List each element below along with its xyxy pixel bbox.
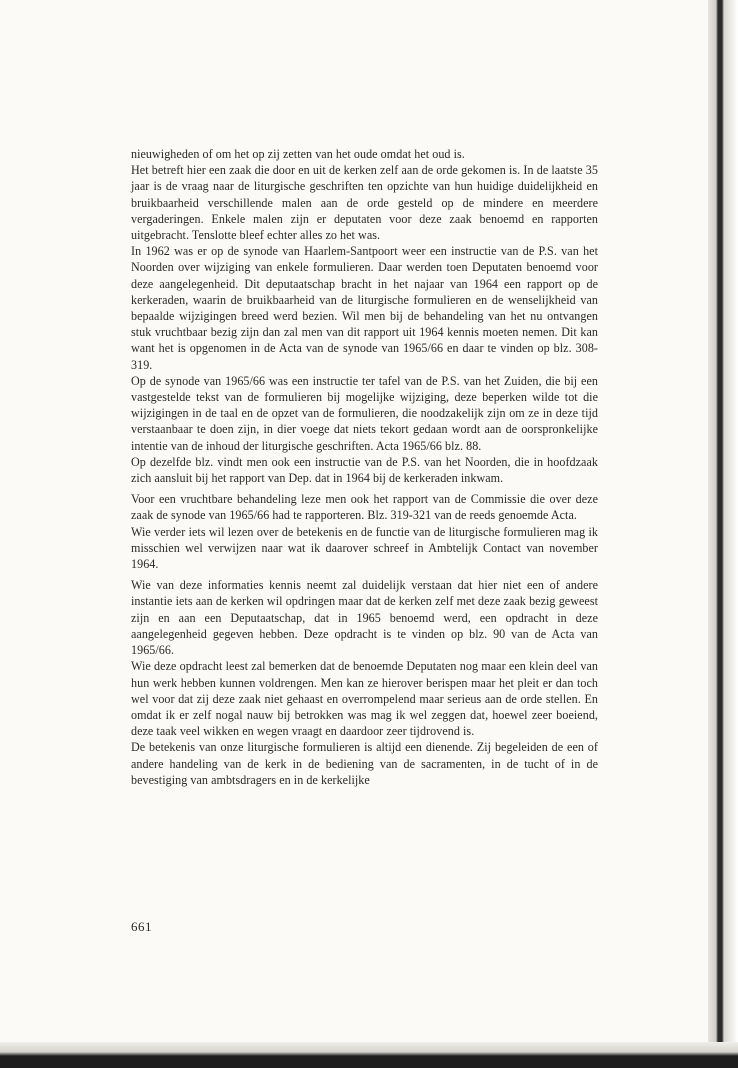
body-text <box>131 146 598 793</box>
page-edge-bottom <box>0 1042 738 1068</box>
page-edge-right <box>708 0 738 1068</box>
paragraph-3: Wie van deze informaties kennis neemt zal duidelijk verstaan dat hier niet een of andere instantie iets aan de kerken wil opdringen maar dat de kerken zelf met deze zaak bezig geweest zijn en aan een Deputaatschap, dat in 1965 benoemd werd, een opdracht in deze aangelegenheid gegeven hebben. Deze opdracht is te vinden op blz. 90 van de Acta van 1965/66. Wie deze opdracht leest zal bemerken dat de benoemde Deputaten nog maar een klein deel van hun werk hebben kunnen voldrengen. Men kan ze hierover berispen maar het pleit er dan toch wel voor dat zij deze zaak niet gehaast en overrompelend maar serieus aan de orde stellen. En omdat ik er zelf nogal nauw bij betrokken was mag ik wel zeggen dat, hoewel zeer boeiend, deze taak veel wikken en wegen vraagt en daardoor zeer tijdrovend is. De betekenis van onze liturgische formulieren is altijd een dienende. Zij begeleiden de een of andere handeling van de kerk in de bediening van de sacramenten, in de tucht of in de bevestiging van ambtsdragers en in de kerkelijke <box>131 578 598 787</box>
paragraph-1: nieuwigheden of om het op zij zetten van het oude omdat het oud is. Het betreft hier een zaak die door en uit de kerken zelf aan de orde gekomen is. In de laatste 35 jaar is de vraag naar de liturgische geschriften ten opzichte van hun huidige duidelijkheid en bruikbaarheid verschillende malen aan de orde gesteld op de mindere en meerdere vergaderingen. Enkele malen zijn er deputaten voor deze zaak benoemd en rapporten uitgebracht. Tenslotte bleef echter alles zo het was. In 1962 was er op de synode van Haarlem-Santpoort weer een instructie van de P.S. van het Noorden over wijziging van enkele formulieren. Daar werden toen Deputaten benoemd voor deze aangelegenheid. Dit deputaatschap bracht in het najaar van 1964 een rapport op de kerkeraden, waarin de bruikbaarheid van de liturgische formulieren en de wenselijkheid van bepaalde wijzigingen breed werd bezien. Wil men bij de behandeling van het nu ontvangen stuk vruchtbaar bezig zijn dan zal men van dit rapport uit 1964 kennis moeten nemen. Dit kan want het is opgenomen in de Acta van de synode van 1965/66 en daar te vinden op blz. 308-319. Op de synode van 1965/66 was een instructie ter tafel van de P.S. van het Zuiden, die bij een vastgestelde tekst van de formulieren bij mogelijke wijziging, deze beperken wilde tot die wijzigingen in de taal en de opzet van de formulieren, die noodzakelijk zijn om ze in deze tijd verstaanbaar te doen zijn, in dier voege dat niets tekort gedaan wordt aan de oorspronkelijke intentie van de inhoud der liturgische geschriften. Acta 1965/66 blz. 88. Op dezelfde blz. vindt men ook een instructie van de P.S. van het Noorden, die in hoofdzaak zich aansluit bij het rapport van Dep. dat in 1964 bij de kerkeraden inkwam. <box>131 147 598 486</box>
page-number: 661 <box>131 919 152 934</box>
paragraph-2: Voor een vruchtbare behandeling leze men ook het rapport van de Commissie die over deze zaak de synode van 1965/66 had te rapporteren. Blz. 319-321 van de reeds genoemde Acta. Wie verder iets wil lezen over de betekenis en de functie van de liturgische formulieren mag ik misschien wel verwijzen naar wat ik daarover schreef in Ambtelijk Contact van november 1964. <box>131 492 598 572</box>
